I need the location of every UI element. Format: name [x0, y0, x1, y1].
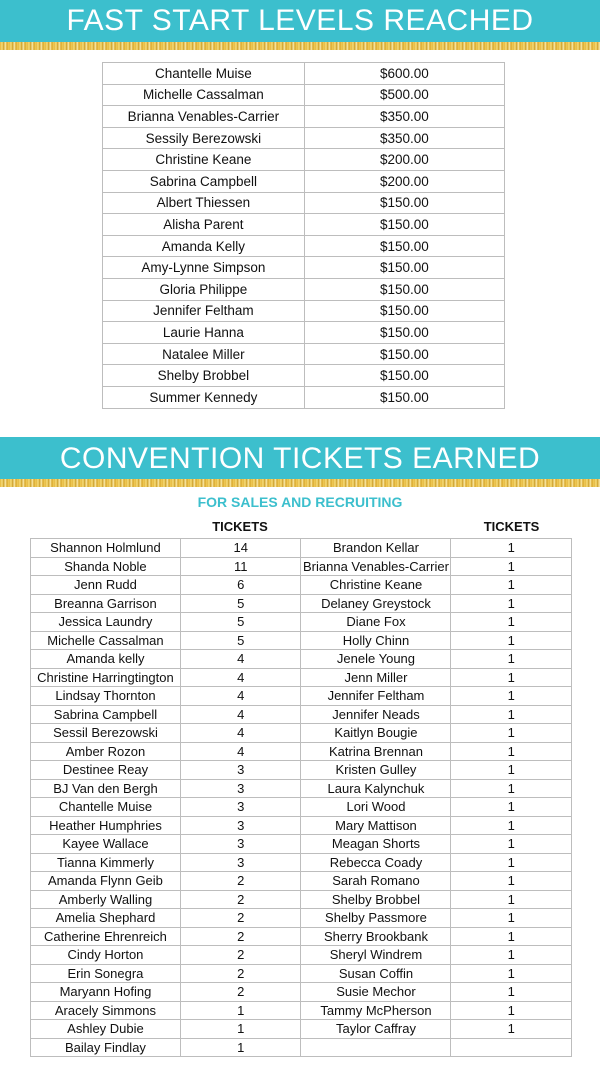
ticket-count: 3 [180, 816, 301, 835]
consultant-name: Laurie Hanna [103, 322, 305, 344]
ticket-count: 2 [180, 946, 301, 965]
ticket-count: 1 [451, 853, 572, 872]
consultant-name: Sheryl Windrem [301, 946, 451, 965]
table-row [103, 192, 505, 214]
consultant-name: Amanda Kelly [103, 235, 305, 257]
table-row [31, 872, 572, 891]
fast-start-amount: $350.00 [304, 127, 504, 149]
consultant-name: Diane Fox [301, 613, 451, 632]
ticket-count: 4 [180, 687, 301, 706]
consultant-name: Shanda Noble [31, 557, 181, 576]
consultant-name: Tianna Kimmerly [31, 853, 181, 872]
table-row [31, 724, 572, 743]
consultant-name: Sarah Romano [301, 872, 451, 891]
fast-start-amount: $200.00 [304, 149, 504, 171]
fast-start-table [102, 62, 505, 409]
table-row [103, 322, 505, 344]
fast-start-amount: $600.00 [304, 63, 504, 85]
consultant-name: Jenn Miller [301, 668, 451, 687]
ticket-count: 1 [180, 1020, 301, 1039]
table-row [31, 1020, 572, 1039]
consultant-name: Cindy Horton [31, 946, 181, 965]
tickets-header-right: TICKETS [483, 519, 540, 534]
fast-start-amount: $150.00 [304, 235, 504, 257]
consultant-name: Jenele Young [301, 650, 451, 669]
ticket-count: 3 [180, 761, 301, 780]
consultant-name: Delaney Greystock [301, 594, 451, 613]
consultant-name: Amanda kelly [31, 650, 181, 669]
consultant-name: Shelby Brobbel [301, 890, 451, 909]
ticket-count: 1 [451, 816, 572, 835]
consultant-name: Christine Keane [301, 576, 451, 595]
consultant-name: Amy-Lynne Simpson [103, 257, 305, 279]
consultant-name: Susan Coffin [301, 964, 451, 983]
glitter-divider [0, 42, 600, 50]
convention-table [30, 538, 572, 1057]
table-row [103, 300, 505, 322]
table-row [103, 106, 505, 128]
fast-start-amount: $150.00 [304, 214, 504, 236]
fast-start-banner [0, 0, 600, 42]
consultant-name: Amelia Shephard [31, 909, 181, 928]
fast-start-amount: $150.00 [304, 300, 504, 322]
consultant-name: Tammy McPherson [301, 1001, 451, 1020]
fast-start-amount: $150.00 [304, 365, 504, 387]
consultant-name: Amber Rozon [31, 742, 181, 761]
table-row [31, 983, 572, 1002]
table-row [31, 761, 572, 780]
ticket-count: 1 [451, 872, 572, 891]
ticket-count: 3 [180, 798, 301, 817]
table-row [31, 705, 572, 724]
ticket-count: 1 [451, 724, 572, 743]
table-row [31, 798, 572, 817]
table-row [103, 127, 505, 149]
ticket-count: 3 [180, 835, 301, 854]
consultant-name: Holly Chinn [301, 631, 451, 650]
consultant-name: Erin Sonegra [31, 964, 181, 983]
consultant-name: Meagan Shorts [301, 835, 451, 854]
consultant-name: Lori Wood [301, 798, 451, 817]
table-row [31, 779, 572, 798]
table-row [31, 650, 572, 669]
fast-start-amount: $150.00 [304, 343, 504, 365]
consultant-name: Chantelle Muise [103, 63, 305, 85]
ticket-count: 4 [180, 705, 301, 724]
ticket-count: 2 [180, 983, 301, 1002]
ticket-count: 2 [180, 890, 301, 909]
fast-start-amount: $350.00 [304, 106, 504, 128]
consultant-name: Jennifer Neads [301, 705, 451, 724]
fast-start-amount: $150.00 [304, 192, 504, 214]
ticket-count: 1 [451, 983, 572, 1002]
ticket-count: 3 [180, 853, 301, 872]
ticket-count: 1 [451, 539, 572, 558]
consultant-name: Breanna Garrison [31, 594, 181, 613]
table-row [31, 909, 572, 928]
fast-start-amount: $150.00 [304, 278, 504, 300]
consultant-name: Sessil Berezowski [31, 724, 181, 743]
consultant-name: Michelle Cassalman [103, 84, 305, 106]
consultant-name: Taylor Caffray [301, 1020, 451, 1039]
ticket-count: 1 [451, 557, 572, 576]
ticket-count: 14 [180, 539, 301, 558]
ticket-count: 2 [180, 964, 301, 983]
fast-start-amount: $150.00 [304, 386, 504, 408]
table-row [31, 576, 572, 595]
fast-start-title: FAST START LEVELS REACHED [66, 4, 534, 37]
convention-title: CONVENTION TICKETS EARNED [59, 442, 541, 475]
convention-subtitle: FOR SALES AND RECRUITING [197, 494, 403, 510]
ticket-count: 2 [180, 909, 301, 928]
ticket-count: 1 [451, 798, 572, 817]
ticket-count: 1 [451, 613, 572, 632]
ticket-count: 1 [451, 909, 572, 928]
table-row [31, 927, 572, 946]
consultant-name: Destinee Reay [31, 761, 181, 780]
table-row [31, 890, 572, 909]
table-row [31, 835, 572, 854]
table-row [103, 386, 505, 408]
consultant-name: Shelby Passmore [301, 909, 451, 928]
consultant-name: Lindsay Thornton [31, 687, 181, 706]
consultant-name: Kaitlyn Bougie [301, 724, 451, 743]
table-row [31, 668, 572, 687]
consultant-name: Chantelle Muise [31, 798, 181, 817]
consultant-name: Summer Kennedy [103, 386, 305, 408]
table-row [103, 63, 505, 85]
ticket-count: 4 [180, 650, 301, 669]
table-row [31, 742, 572, 761]
table-row [31, 853, 572, 872]
consultant-name: Jennifer Feltham [301, 687, 451, 706]
ticket-count: 4 [180, 724, 301, 743]
consultant-name: Gloria Philippe [103, 278, 305, 300]
ticket-count: 2 [180, 927, 301, 946]
table-row [31, 946, 572, 965]
ticket-count: 1 [451, 779, 572, 798]
tickets-header-left: TICKETS [212, 519, 268, 534]
empty-cell [301, 1038, 451, 1057]
ticket-count: 5 [180, 631, 301, 650]
consultant-name: Brianna Venables-Carrier [301, 557, 451, 576]
ticket-count: 1 [451, 631, 572, 650]
consultant-name: Aracely Simmons [31, 1001, 181, 1020]
consultant-name: Brianna Venables-Carrier [103, 106, 305, 128]
ticket-count: 1 [451, 927, 572, 946]
table-row [31, 964, 572, 983]
consultant-name: Albert Thiessen [103, 192, 305, 214]
ticket-count: 1 [451, 576, 572, 595]
ticket-count: 1 [451, 668, 572, 687]
convention-banner [0, 437, 600, 479]
ticket-count: 1 [180, 1001, 301, 1020]
table-row [103, 214, 505, 236]
consultant-name: Susie Mechor [301, 983, 451, 1002]
table-row [31, 1038, 572, 1057]
ticket-count: 1 [451, 1020, 572, 1039]
consultant-name: Jennifer Feltham [103, 300, 305, 322]
consultant-name: Ashley Dubie [31, 1020, 181, 1039]
fast-start-amount: $150.00 [304, 257, 504, 279]
consultant-name: Katrina Brennan [301, 742, 451, 761]
table-row [103, 365, 505, 387]
ticket-count: 1 [451, 890, 572, 909]
table-row [103, 235, 505, 257]
consultant-name: Natalee Miller [103, 343, 305, 365]
ticket-count: 1 [451, 650, 572, 669]
consultant-name: Laura Kalynchuk [301, 779, 451, 798]
ticket-count: 4 [180, 668, 301, 687]
consultant-name: Alisha Parent [103, 214, 305, 236]
consultant-name: Jenn Rudd [31, 576, 181, 595]
table-row [31, 816, 572, 835]
table-row [31, 613, 572, 632]
ticket-count: 5 [180, 613, 301, 632]
empty-cell [451, 1038, 572, 1057]
ticket-count: 1 [451, 946, 572, 965]
consultant-name: Amberly Walling [31, 890, 181, 909]
consultant-name: Shannon Holmlund [31, 539, 181, 558]
ticket-count: 1 [451, 1001, 572, 1020]
table-row [103, 278, 505, 300]
consultant-name: Mary Mattison [301, 816, 451, 835]
table-row [31, 631, 572, 650]
ticket-count: 1 [451, 761, 572, 780]
consultant-name: Amanda Flynn Geib [31, 872, 181, 891]
table-row [31, 1001, 572, 1020]
consultant-name: Brandon Kellar [301, 539, 451, 558]
ticket-count: 1 [451, 594, 572, 613]
ticket-count: 5 [180, 594, 301, 613]
consultant-name: Jessica Laundry [31, 613, 181, 632]
consultant-name: Christine Harringtington [31, 668, 181, 687]
consultant-name: Kayee Wallace [31, 835, 181, 854]
table-row [31, 594, 572, 613]
table-row [103, 343, 505, 365]
ticket-count: 1 [451, 835, 572, 854]
ticket-count: 6 [180, 576, 301, 595]
ticket-count: 1 [451, 964, 572, 983]
ticket-count: 4 [180, 742, 301, 761]
consultant-name: Heather Humphries [31, 816, 181, 835]
ticket-count: 11 [180, 557, 301, 576]
consultant-name: Rebecca Coady [301, 853, 451, 872]
fast-start-amount: $500.00 [304, 84, 504, 106]
ticket-count: 1 [451, 687, 572, 706]
consultant-name: Michelle Cassalman [31, 631, 181, 650]
fast-start-amount: $200.00 [304, 170, 504, 192]
glitter-divider [0, 479, 600, 487]
table-row [103, 84, 505, 106]
table-row [31, 557, 572, 576]
table-row [103, 170, 505, 192]
consultant-name: Maryann Hofing [31, 983, 181, 1002]
consultant-name: Sessily Berezowski [103, 127, 305, 149]
consultant-name: Catherine Ehrenreich [31, 927, 181, 946]
consultant-name: Sherry Brookbank [301, 927, 451, 946]
table-row [31, 687, 572, 706]
table-row [31, 539, 572, 558]
consultant-name: Christine Keane [103, 149, 305, 171]
consultant-name: Sabrina Campbell [31, 705, 181, 724]
ticket-count: 1 [451, 705, 572, 724]
consultant-name: Bailay Findlay [31, 1038, 181, 1057]
consultant-name: Shelby Brobbel [103, 365, 305, 387]
ticket-count: 1 [180, 1038, 301, 1057]
table-row [103, 149, 505, 171]
ticket-count: 2 [180, 872, 301, 891]
consultant-name: BJ Van den Bergh [31, 779, 181, 798]
consultant-name: Kristen Gulley [301, 761, 451, 780]
consultant-name: Sabrina Campbell [103, 170, 305, 192]
table-row [103, 257, 505, 279]
ticket-count: 3 [180, 779, 301, 798]
ticket-count: 1 [451, 742, 572, 761]
fast-start-amount: $150.00 [304, 322, 504, 344]
